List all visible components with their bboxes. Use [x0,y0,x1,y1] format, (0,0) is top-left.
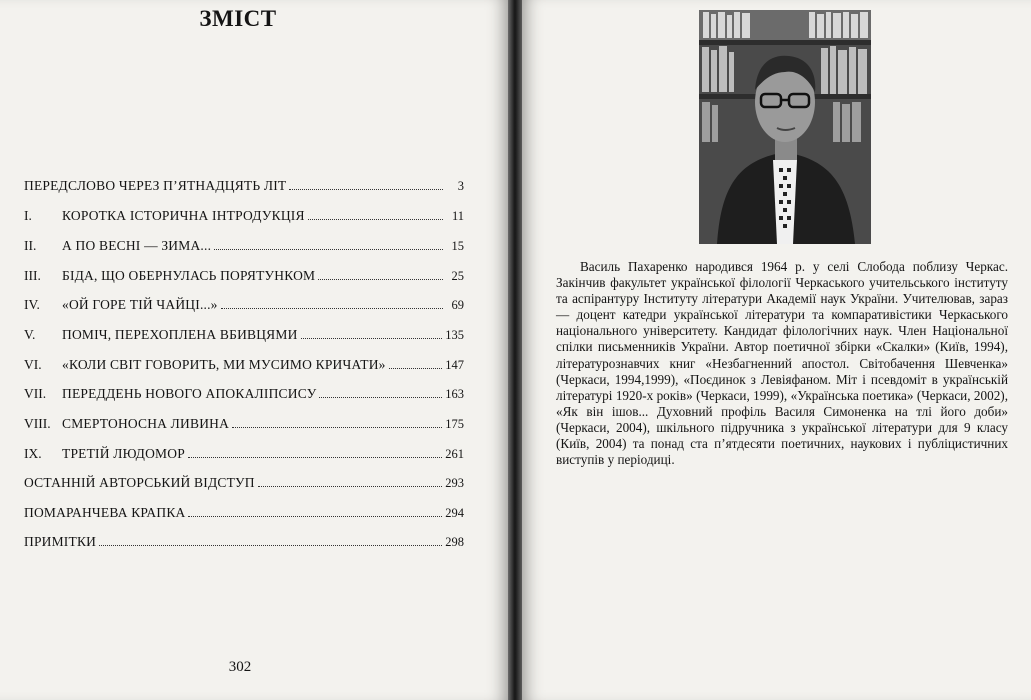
toc-entry [24,357,464,377]
dot-leader [301,337,443,339]
toc-entry-title: СМЕРТОНОСНА ЛИВИНА [62,416,230,431]
dot-leader [188,515,442,517]
toc-entry-title: ОСТАННІЙ АВТОРСЬКИЙ ВІДСТУП [24,475,255,490]
book-spine-gutter [508,0,522,700]
toc-entry [24,327,464,347]
toc-entry-title: ПЕРЕДДЕНЬ НОВОГО АПОКАЛІПСИСУ [62,386,317,401]
toc-entry [24,386,464,406]
dot-leader [232,426,442,428]
dot-leader [319,396,442,398]
dot-leader [188,456,442,458]
toc-entry-page: 15 [451,239,464,253]
right-page [522,0,1031,700]
dot-leader [308,218,443,220]
toc-entry-page: 3 [457,179,464,193]
dot-leader [221,307,443,309]
toc-entry-number: I. [24,208,32,223]
toc-entry [24,446,464,466]
toc-entry [24,178,464,198]
toc-entry-title: «КОЛИ СВІТ ГОВОРИТЬ, МИ МУСИМО КРИЧАТИ» [62,357,386,372]
dot-leader [318,278,443,280]
toc-entry-page: 293 [445,476,464,490]
dot-leader [389,367,443,369]
toc-entry-page: 294 [445,506,464,520]
toc-entry [24,475,464,495]
author-portrait-photo [699,10,871,244]
toc-entry-page: 69 [451,298,464,312]
left-page [0,0,508,700]
contents-heading: ЗМІСТ [199,6,277,31]
dot-leader [258,485,443,487]
toc-entry-page: 147 [445,358,464,372]
toc-entry-title: БІДА, ЩО ОБЕРНУЛАСЬ ПОРЯТУНКОМ [62,268,316,283]
dot-leader [214,248,443,250]
toc-entry-page: 175 [445,417,464,431]
toc-entry-title: ТРЕТІЙ ЛЮДОМОР [62,446,185,461]
toc-entry-page: 11 [451,209,464,223]
toc-entry [24,416,464,436]
bio-paragraph: Василь Пахаренко народився 1964 р. у селі Слобода поблизу Черкас. Закінчив факультет української філології Черкаського учительського інституту та аспірантуру Інституту літератури Академії наук України. Учителював, зараз — доцент катедри української літератури та компаративістики Черкаського національного університету. Кандидат філологічних наук. Член Національної спілки письменників України. Автор поетичної збірки «Скалки» (Київ, 1994), літературознавчих книг «Незбагненний апостол. Світобачення Шевченка» (Черкаси, 1994,1999), «Поєдинок з Левіяфаном. Міт і псевдоміт в українській літературі 1920-х років» (Черкаси, 1999), «Українська поетика» (Черкаси, 2002), «Як він ішов... Духовний профіль Василя Симоненка на тлі його доби» (Черкаси, 2004), шкільного підручника з української літератури для 9 класу (Київ, 2004) та понад ста п’ятдесяти поетичних, наукових і публіцистичних виступів у періодиці. [556,259,1008,468]
toc-entry-number: VI. [24,357,42,372]
toc-entry-title: ПОМІЧ, ПЕРЕХОПЛЕНА ВБИВЦЯМИ [62,327,298,342]
dot-leader [289,188,443,190]
toc-entry [24,505,464,525]
toc-entry [24,268,464,288]
toc-entry-title: «ОЙ ГОРЕ ТІЙ ЧАЙЦІ...» [62,297,218,312]
toc-entry-title: А ПО ВЕСНІ — ЗИМА... [62,238,212,253]
author-portrait-icon [699,10,871,244]
toc-entry-title: ПРИМІТКИ [24,534,97,549]
toc-entry-title: КОРОТКА ІСТОРИЧНА ІНТРОДУКЦІЯ [62,208,305,223]
toc-entry [24,534,464,554]
toc-entry [24,238,464,258]
toc-entry-number: II. [24,238,37,253]
toc-entry-page: 261 [445,447,464,461]
toc-entry-title: ПОМАРАНЧЕВА КРАПКА [24,505,186,520]
toc-entry-number: IX. [24,446,42,461]
toc-entry-number: IV. [24,297,40,312]
author-biography [556,259,1008,468]
toc-entry-number: III. [24,268,41,283]
page-number: 302 [228,659,252,675]
toc-entry-page: 25 [451,269,464,283]
toc-entry [24,297,464,317]
toc-entry [24,208,464,228]
toc-entry-number: V. [24,327,36,342]
toc-entry-number: VII. [24,386,47,401]
toc-entry-page: 135 [445,328,464,342]
toc-entry-page: 298 [445,535,464,549]
toc-entry-page: 163 [445,387,464,401]
dot-leader [99,544,442,546]
toc-entry-title: ПЕРЕДСЛОВО ЧЕРЕЗ П’ЯТНАДЦЯТЬ ЛІТ [24,178,287,193]
toc-entry-number: VIII. [24,416,51,431]
